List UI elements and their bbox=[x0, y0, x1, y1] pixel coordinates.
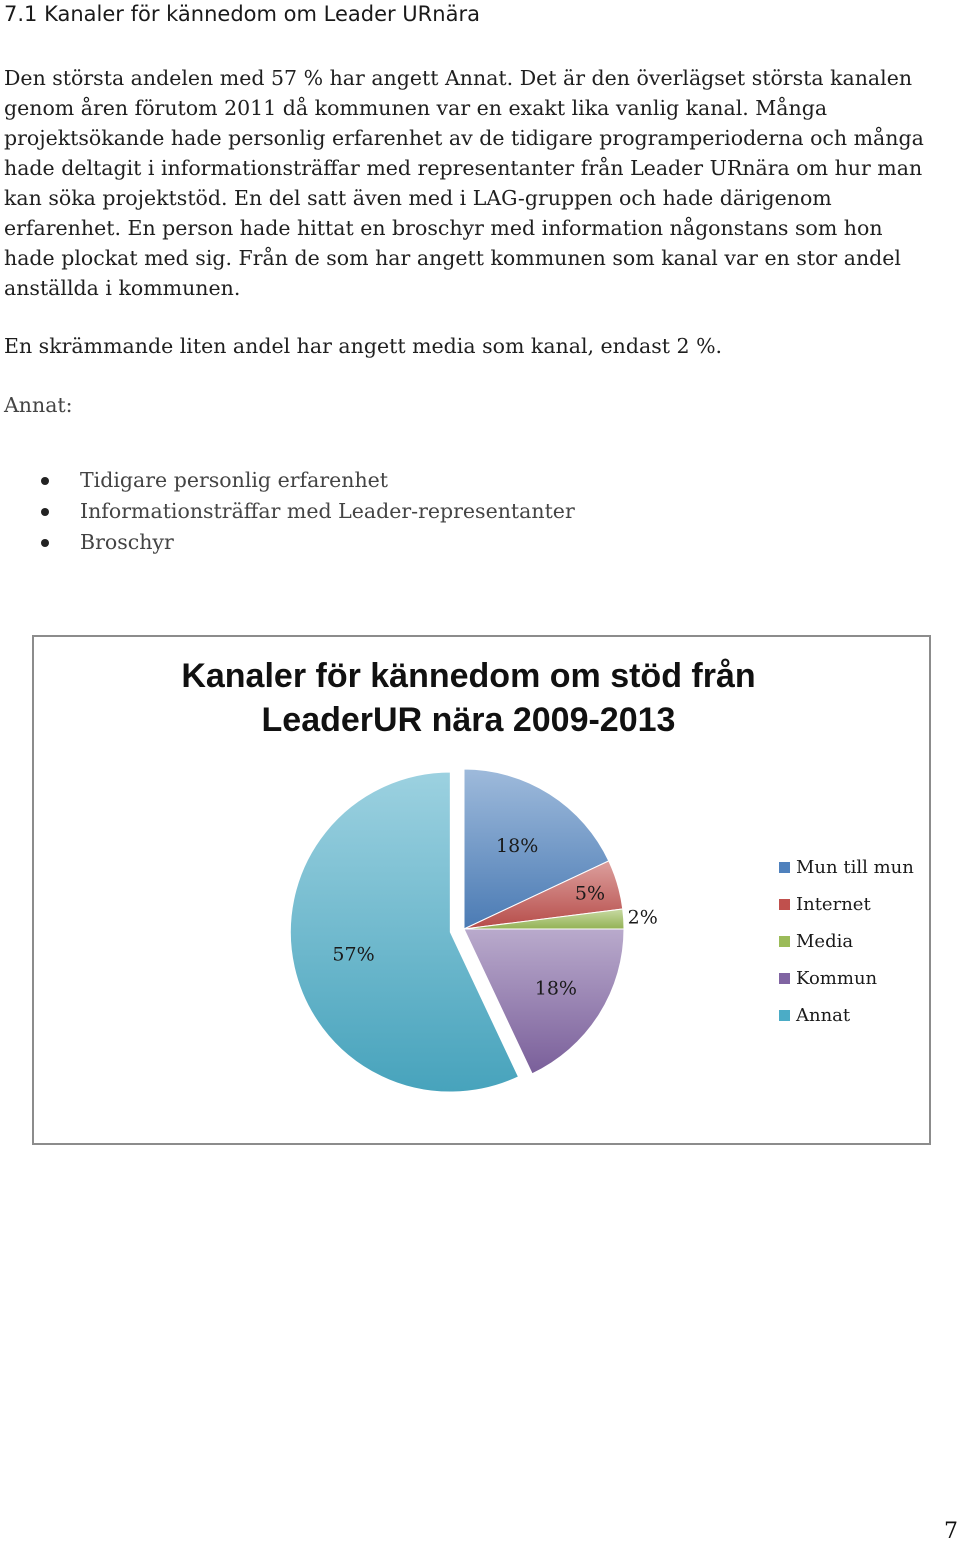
legend-label: Mun till mun bbox=[796, 857, 914, 878]
legend-label: Media bbox=[796, 931, 854, 952]
body-paragraph-2 bbox=[4, 331, 956, 361]
paragraph-line: projektsökande hade personlig erfarenhet av de tidigare programperioderna och många bbox=[4, 126, 924, 150]
legend-label: Kommun bbox=[796, 968, 878, 989]
pie-data-label: 18% bbox=[534, 977, 577, 1000]
paragraph-line: hade deltagit i informationsträffar med representanter från Leader URnära om hur man bbox=[4, 156, 923, 180]
pie-chart bbox=[32, 635, 931, 1145]
legend-swatch bbox=[779, 899, 790, 910]
legend-swatch bbox=[779, 1010, 790, 1021]
page-number: 7 bbox=[944, 1519, 958, 1544]
bullet-icon bbox=[41, 539, 49, 547]
chart-title-line-1: Kanaler för kännedom om stöd från bbox=[181, 657, 756, 695]
bullet-icon bbox=[41, 508, 49, 516]
legend-label: Annat bbox=[796, 1005, 851, 1026]
legend-swatch bbox=[779, 936, 790, 947]
paragraph-line: hade plockat med sig. Från de som har angett kommunen som kanal var en stor andel bbox=[4, 246, 901, 270]
paragraph-line: genom åren förutom 2011 då kommunen var en exakt lika vanlig kanal. Många bbox=[4, 96, 828, 120]
legend-label: Internet bbox=[796, 894, 871, 915]
pie-data-label: 2% bbox=[627, 906, 658, 929]
pie-chart-plot bbox=[34, 637, 929, 1143]
legend-swatch bbox=[779, 862, 790, 873]
paragraph-line: Den största andelen med 57 % har angett Annat. Det är den överlägset största kanalen bbox=[4, 66, 913, 90]
list-item-text: Informationsträffar med Leader-representanter bbox=[80, 499, 575, 523]
body-paragraph-1 bbox=[4, 63, 956, 303]
list-item-text: Tidigare personlig erfarenhet bbox=[80, 468, 389, 492]
list-item-text: Broschyr bbox=[80, 530, 174, 554]
annat-label: Annat: bbox=[4, 393, 73, 417]
paragraph-line: anställda i kommunen. bbox=[4, 276, 241, 300]
section-heading: 7.1 Kanaler för kännedom om Leader URnära bbox=[4, 2, 480, 26]
paragraph-line: En skrämmande liten andel har angett media som kanal, endast 2 %. bbox=[4, 334, 723, 358]
paragraph-line: erfarenhet. En person hade hittat en broschyr med information någonstans som hon bbox=[4, 216, 883, 240]
legend-swatch bbox=[779, 973, 790, 984]
chart-title-line-2: LeaderUR nära 2009-2013 bbox=[261, 701, 676, 739]
paragraph-line: kan söka projektstöd. En del satt även med i LAG-gruppen och hade därigenom bbox=[4, 186, 832, 210]
bullet-icon bbox=[41, 477, 49, 485]
pie-data-label: 5% bbox=[574, 882, 606, 905]
pie-data-label: 18% bbox=[496, 835, 539, 858]
pie-data-label: 57% bbox=[332, 943, 375, 966]
